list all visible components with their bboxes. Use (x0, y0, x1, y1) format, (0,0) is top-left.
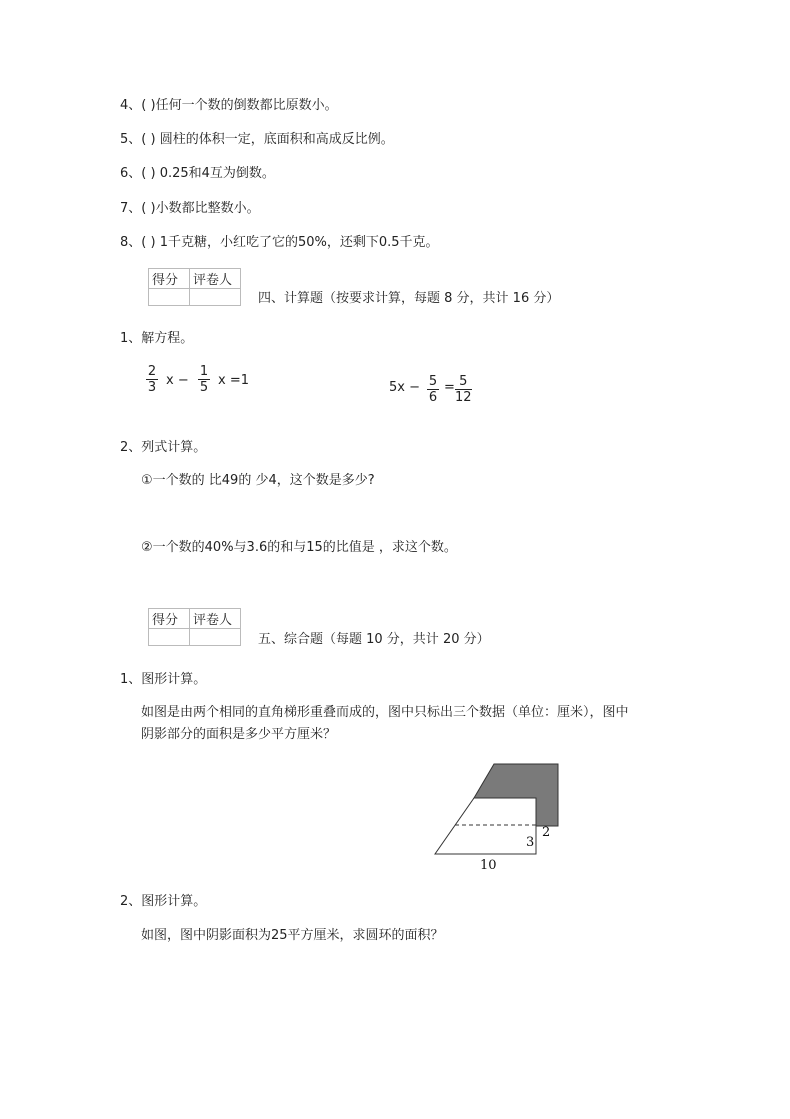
tf-item-5 (120, 132, 394, 148)
section-title: 五、综合题（每题 10 分，共计 20 分） (258, 632, 490, 647)
question-label: 2、图形计算。 (120, 894, 207, 909)
question-text: 如图，图中阴影面积为25平方厘米，求圆环的面积？ (141, 928, 444, 943)
item-text: 任何一个数的倒数都比原数小。 (155, 98, 338, 113)
fraction: 5 12 (455, 374, 472, 405)
item-text: 1千克糖，小红吃了它的50%，还剩下0.5千克。 (155, 235, 439, 250)
fraction: 1 5 (199, 364, 209, 395)
item-number: 4、 (120, 98, 142, 113)
equation-term: x =1 (218, 373, 249, 388)
fraction: 5 6 (428, 374, 438, 405)
grader-field[interactable] (190, 629, 241, 646)
grader-label: 评卷人 (190, 269, 241, 289)
equation-term: x − (166, 373, 189, 388)
grader-field[interactable] (190, 289, 241, 306)
score-label: 得分 (149, 269, 190, 289)
tf-item-6 (120, 166, 275, 182)
tf-item-4 (120, 98, 338, 114)
score-box (148, 268, 241, 306)
trapezoid-figure (430, 760, 565, 875)
answer-blank[interactable]: ( ) (141, 201, 156, 216)
question-text: 阴影部分的面积是多少平方厘米？ (141, 727, 337, 742)
dimension-label-2: 2 (542, 825, 551, 840)
lower-trapezoid (435, 798, 536, 854)
dimension-label-10: 10 (480, 858, 497, 873)
item-number: 7、 (120, 201, 142, 216)
equation-1 (146, 364, 266, 400)
item-text: 圆柱的体积一定，底面积和高成反比例。 (155, 132, 394, 147)
grader-label: 评卷人 (190, 609, 241, 629)
question-text: ①一个数的 比49的 少4，这个数是多少? (141, 473, 375, 488)
item-text: 小数都比整数小。 (155, 201, 260, 216)
question-text: ②一个数的40%与3.6的和与15的比值是 ，求这个数。 (141, 540, 457, 555)
tf-item-8 (120, 235, 439, 251)
section-title: 四、计算题（按要求计算，每题 8 分，共计 16 分） (258, 291, 560, 306)
answer-blank[interactable]: ( ) (141, 132, 156, 147)
answer-blank[interactable]: ( ) (141, 166, 156, 181)
equation-2 (389, 374, 499, 410)
question-label: 1、图形计算。 (120, 672, 207, 687)
dimension-label-3: 3 (526, 835, 535, 850)
fraction: 2 3 (147, 364, 157, 395)
score-label: 得分 (149, 609, 190, 629)
question-label: 1、解方程。 (120, 331, 194, 346)
tf-item-7 (120, 201, 260, 217)
question-label: 2、列式计算。 (120, 440, 207, 455)
item-number: 5、 (120, 132, 142, 147)
score-field[interactable] (149, 629, 190, 646)
score-field[interactable] (149, 289, 190, 306)
score-box (148, 608, 241, 646)
equation-term: 5x − (389, 380, 420, 395)
answer-blank[interactable]: ( ) (141, 235, 156, 250)
item-text: 0.25和4互为倒数。 (155, 166, 275, 181)
equals-sign: = (444, 380, 455, 395)
answer-blank[interactable]: ( ) (141, 98, 156, 113)
item-number: 6、 (120, 166, 142, 181)
question-text: 如图是由两个相同的直角梯形重叠而成的，图中只标出三个数据（单位：厘米），图中 (141, 705, 629, 720)
item-number: 8、 (120, 235, 142, 250)
